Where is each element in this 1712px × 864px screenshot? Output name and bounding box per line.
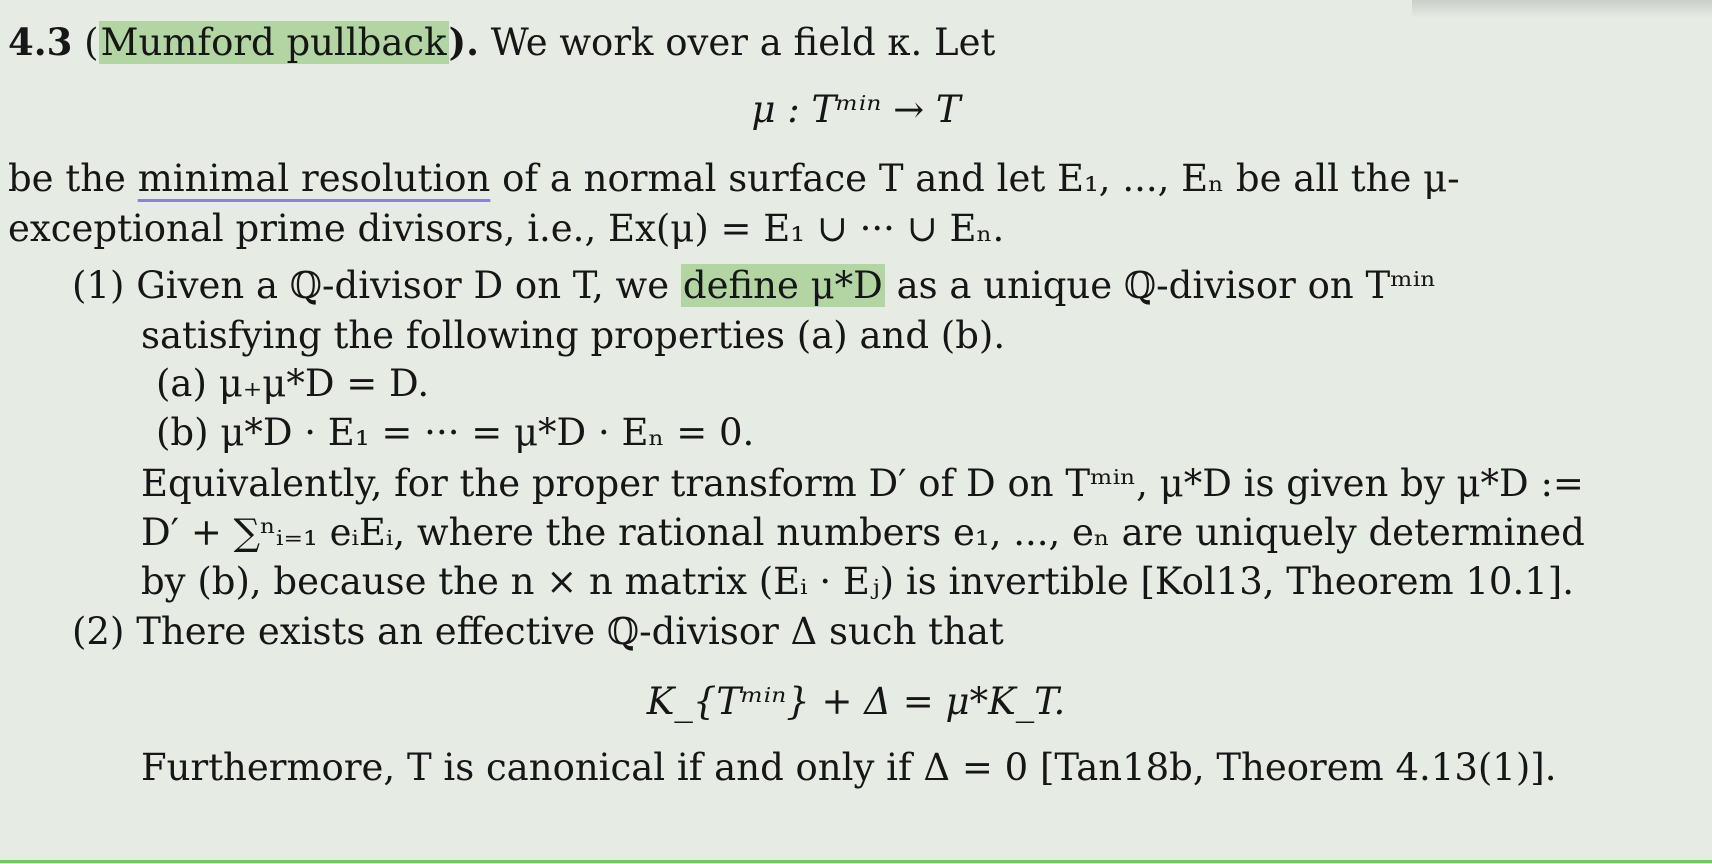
item-2-last-line: Furthermore, T is canonical if and only if Δ = 0 [Tan18b, Theorem 4.13(1)]. (141, 746, 1557, 789)
line2-a: be the (8, 157, 126, 200)
equation-mu: μ : Tᵐⁱⁿ → T (751, 88, 961, 131)
item-1-line-1 (72, 262, 1436, 310)
body-line-3: exceptional prime divisors, i.e., Ex(μ) = E₁ ∪ ··· ∪ Eₙ. (8, 207, 1005, 250)
close-paren: ). (448, 20, 479, 64)
item-1-text-a: Given a ℚ-divisor D on T, we (136, 264, 670, 307)
item-1-line-2: satisfying the following properties (a) and (b). (141, 314, 1006, 357)
paragraph-heading (8, 18, 995, 67)
paragraph-number: 4.3 (8, 20, 73, 64)
item-2-line-1 (72, 608, 1004, 656)
item-1-text-b: as a unique ℚ-divisor on Tᵐⁱⁿ (896, 264, 1437, 307)
highlight-define[interactable]: define μ*D (682, 264, 883, 307)
highlight-title[interactable]: Mumford pullback (100, 21, 447, 64)
line2-b: of a normal surface T and let E₁, ..., Eₙ be all the μ- (502, 157, 1460, 200)
item-1-eq-line-2: D′ + ∑ⁿᵢ₌₁ eᵢEᵢ, where the rational numbers e₁, ..., eₙ are uniquely determined (141, 511, 1585, 554)
item-1-label: (1) (72, 264, 125, 307)
open-paren: ( (84, 21, 99, 64)
link-minimal-resolution[interactable]: minimal resolution (137, 157, 491, 200)
item-1-eq-line-3: by (b), because the n × n matrix (Eᵢ · Eⱼ) is invertible [Kol13, Theorem 10.1]. (141, 560, 1574, 603)
item-2-label: (2) (72, 610, 125, 653)
item-1-sub-a: (a) μ₊μ*D = D. (156, 362, 430, 405)
item-1-eq-line-1: Equivalently, for the proper transform D′ of D on Tᵐⁱⁿ, μ*D is given by μ*D := (141, 462, 1584, 505)
intro-text: We work over a field κ. Let (490, 21, 996, 64)
item-2-text: There exists an effective ℚ-divisor Δ such that (136, 610, 1004, 653)
top-shadow (1412, 0, 1712, 18)
item-1-sub-b: (b) μ*D · E₁ = ··· = μ*D · Eₙ = 0. (156, 411, 755, 454)
equation-canonical: K_{Tᵐⁱⁿ} + Δ = μ*K_T. (646, 680, 1066, 723)
bottom-rule (0, 860, 1712, 863)
body-line-2 (8, 155, 1460, 203)
